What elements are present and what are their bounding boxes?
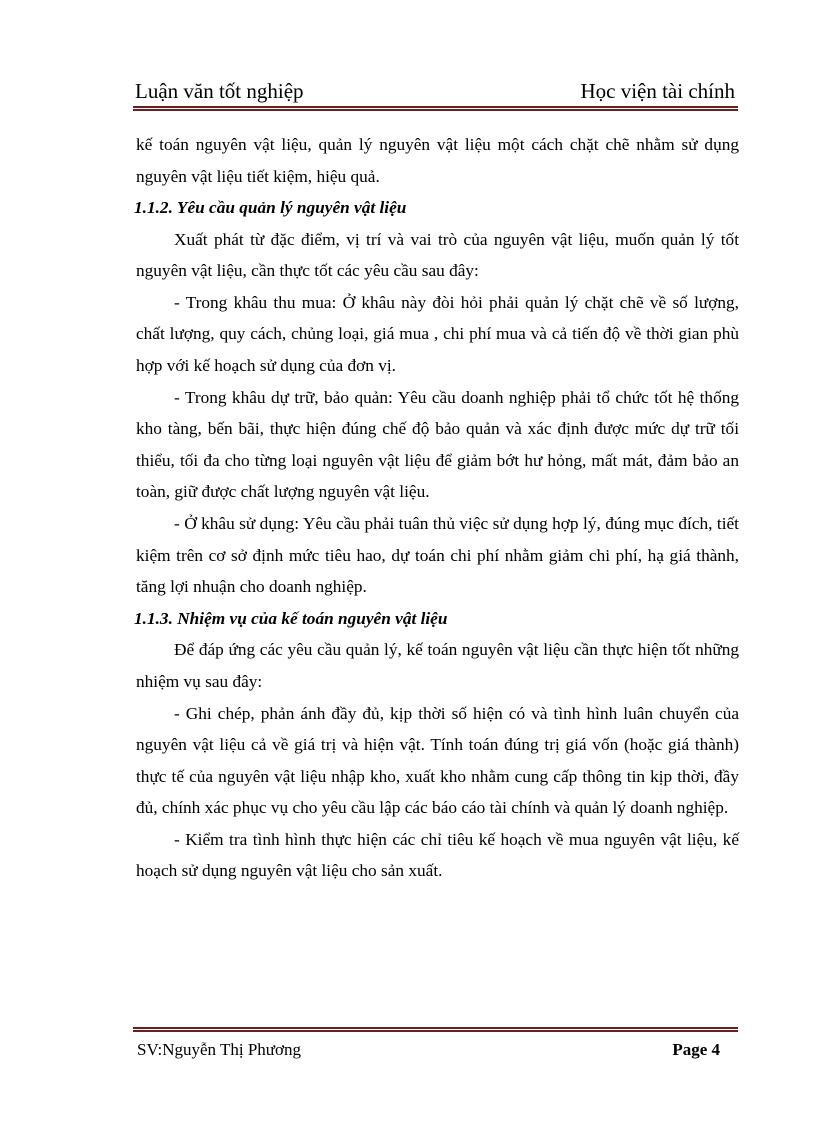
page-footer	[133, 1027, 738, 1067]
page-header	[133, 78, 738, 108]
paragraph-checking: - Kiểm tra tình hình thực hiện các chỉ tiêu kế hoạch về mua nguyên vật liệu, kế hoạch sử dụng nguyên vật liệu cho sản xuất.	[136, 829, 739, 881]
section-heading-1-1-3: 1.1.3. Nhiệm vụ của kế toán nguyên vật liệu	[134, 608, 448, 628]
paragraph-intro-requirements: Xuất phát từ đặc điểm, vị trí và vai trò của nguyên vật liệu, muốn quản lý tốt nguyên vật liệu, cần thực tốt các yêu cầu sau đây:	[136, 229, 739, 281]
paragraph-recording: - Ghi chép, phản ánh đầy đủ, kịp thời số hiện có và tình hình luân chuyển của nguyên vật liệu cả về giá trị và hiện vật. Tính toán đúng trị giá vốn (hoặc giá thành) thực tế của nguyên vật liệu nhập kho, xuất kho nhằm cung cấp thông tin kịp thời, đầy đủ, chính xác phục vụ cho yêu cầu lập các báo cáo tài chính và quản lý doanh nghiệp.	[136, 703, 739, 818]
paragraph-storage: - Trong khâu dự trữ, bảo quản: Yêu cầu doanh nghiệp phải tổ chức tốt hệ thống kho tàng, bến bãi, thực hiện đúng chế độ bảo quản và xác định được mức dự trữ tối thiểu, tối đa cho từng loại nguyên vật liệu để giảm bớt hư hỏng, mất mát, đảm bảo an toàn, giữ được chất lượng nguyên vật liệu.	[136, 387, 739, 502]
paragraph-continuation: kế toán nguyên vật liệu, quản lý nguyên vật liệu một cách chặt chẽ nhằm sử dụng nguyên vật liệu tiết kiệm, hiệu quả.	[136, 135, 739, 186]
paragraph-intro-duties: Để đáp ứng các yêu cầu quản lý, kế toán nguyên vật liệu cần thực hiện tốt những nhiệm vụ sau đây:	[136, 640, 739, 691]
paragraph-purchasing: - Trong khâu thu mua: Ở khâu này đòi hỏi phải quản lý chặt chẽ về số lượng, chất lượng, quy cách, chủng loại, giá mua , chi phí mua và cả tiến độ về thời gian phù hợp với kế hoạch sử dụng của đơn vị.	[136, 292, 739, 375]
section-heading-1-1-2: 1.1.2. Yêu cầu quản lý nguyên vật liệu	[134, 198, 407, 217]
page-number: Page 4	[672, 1040, 720, 1059]
header-thesis-title: Luận văn tốt nghiệp	[135, 79, 304, 103]
header-institution: Học viện tài chính	[580, 79, 735, 103]
footer-student-name: SV:Nguyễn Thị Phương	[137, 1040, 301, 1059]
footer-divider	[133, 1027, 738, 1032]
page-body	[136, 129, 739, 887]
header-divider	[133, 106, 738, 111]
paragraph-usage: - Ở khâu sử dụng: Yêu cầu phải tuân thủ việc sử dụng hợp lý, đúng mục đích, tiết kiệm trên cơ sở định mức tiêu hao, dự toán chi phí nhằm giảm chi phí, hạ giá thành, tăng lợi nhuận cho doanh nghiệp.	[136, 513, 739, 597]
